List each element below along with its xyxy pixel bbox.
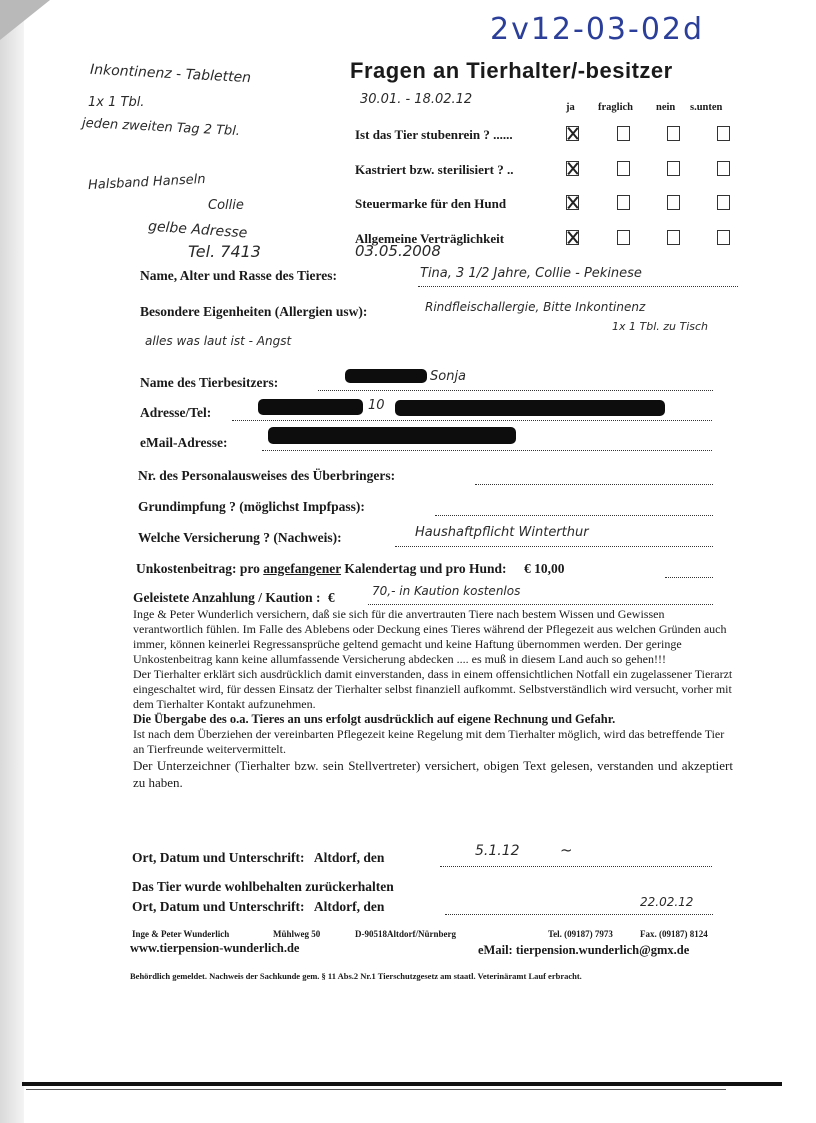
checkbox-vertraeglichkeit-nein[interactable] bbox=[667, 230, 680, 245]
label-adresse-tel: Adresse/Tel: bbox=[140, 405, 212, 420]
note-line-2: 1x 1 Tbl. bbox=[88, 95, 145, 110]
ort2-label: Ort, Datum und Unterschrift: bbox=[132, 899, 305, 914]
dotted-line-email bbox=[262, 450, 712, 451]
terms-paragraph-3: Die Übergabe des o.a. Tieres an uns erfolgt ausdrücklich auf eigene Rechnung und Gefahr. bbox=[133, 712, 616, 726]
cost-amount: € 10,00 bbox=[523, 561, 565, 576]
bottom-border-line bbox=[22, 1082, 782, 1086]
folded-corner bbox=[0, 0, 50, 40]
checkbox-stubenrein-fraglich[interactable] bbox=[617, 126, 630, 141]
checkbox-kastriert-fraglich[interactable] bbox=[617, 161, 630, 176]
label-personalausweis: Nr. des Personalausweises des Überbringers: bbox=[138, 468, 396, 483]
column-nein: nein bbox=[656, 102, 676, 113]
dotted-line-owner bbox=[318, 390, 713, 391]
ort2-place: Altdorf, den bbox=[313, 899, 385, 914]
terms-paragraph-1: Inge & Peter Wunderlich versichern, daß sie sich für die anvertrauten Tiere nach bestem Wissen und Gewissen verantwortlich fühlen. Im Falle des Ablebens oder Deckung eines Tieres während der Pflegezeit aus welchen Gründen auch immer, können keinerlei Regressansprüche geltend gemacht und keine Haftung übernommen werden. Der geringe Unkostenbeitrag kann keine allumfassende Versicherung abdecken .... es muß in diesem Land auch so gehen!!! bbox=[133, 607, 727, 666]
terms-paragraph-2: Der Tierhalter erklärt sich ausdrücklich damit einverstanden, dass in einem offensichtlichen Notfall ein zugelassener Tierarzt eingeschaltet wird, für dessen Einsatz der Tierhalter selbst finanziell aufkommt. Selbstverständlich wird versucht, vorher mit dem Tierhalter Kontakt aufzunehmen. bbox=[133, 667, 733, 711]
dotted-line-ausweis bbox=[475, 484, 713, 485]
value-name-alter-rasse[interactable]: Tina, 3 1/2 Jahre, Collie - Pekinese bbox=[420, 266, 642, 281]
bottom-border-thin bbox=[26, 1089, 726, 1090]
anzahlung-label: Geleistete Anzahlung / Kaution : bbox=[133, 590, 321, 605]
column-ja: ja bbox=[566, 102, 575, 113]
redaction-address-1 bbox=[258, 399, 363, 415]
value-ort-datum[interactable]: 5.1.12 bbox=[475, 843, 520, 859]
label-email: eMail-Adresse: bbox=[140, 435, 228, 450]
checkbox-steuermarke-nein[interactable] bbox=[667, 195, 680, 210]
redaction-address-2 bbox=[395, 400, 665, 416]
note-line-7: Tel. 7413 bbox=[188, 242, 261, 261]
date-range-handwritten: 30.01. - 18.02.12 bbox=[360, 92, 473, 107]
note-line-4: Halsband Hanseln bbox=[87, 171, 206, 194]
label-anzahlung bbox=[133, 590, 335, 606]
dotted-line-versicherung bbox=[395, 546, 713, 547]
question-kastriert: Kastriert bzw. sterilisiert ? .. bbox=[355, 162, 514, 177]
ort-place: Altdorf, den bbox=[313, 850, 385, 865]
note-line-1: Inkontinenz - Tabletten bbox=[89, 61, 252, 87]
form-title: Fragen an Tierhalter/-besitzer bbox=[350, 58, 673, 83]
footer-names: Inge & Peter Wunderlich bbox=[132, 929, 230, 939]
footer-email[interactable]: eMail: tierpension.wunderlich@gmx.de bbox=[478, 943, 690, 957]
checkbox-steuermarke-ja[interactable] bbox=[566, 195, 579, 210]
note-line-6: gelbe Adresse bbox=[147, 218, 248, 242]
note-line-5: Collie bbox=[208, 198, 244, 213]
checkbox-steuermarke-fraglich[interactable] bbox=[617, 195, 630, 210]
value-eigenheiten-2: 1x 1 Tbl. zu Tisch bbox=[612, 320, 709, 333]
label-name-alter-rasse: Name, Alter und Rasse des Tieres: bbox=[140, 268, 338, 283]
dotted-line-signature-2 bbox=[445, 914, 713, 915]
checkbox-stubenrein-ja[interactable] bbox=[566, 126, 579, 141]
dotted-line-impfung bbox=[435, 515, 713, 516]
cost-line bbox=[136, 561, 564, 577]
question-steuermarke: Steuermarke für den Hund bbox=[355, 196, 507, 211]
value-tierbesitzer[interactable]: Sonja bbox=[430, 369, 467, 384]
checkbox-stubenrein-sunten[interactable] bbox=[717, 126, 730, 141]
label-zurueckerhalten: Das Tier wurde wohlbehalten zurückerhalten bbox=[132, 879, 394, 894]
cost-suffix: Kalendertag und pro Hund: bbox=[344, 561, 507, 576]
value-eigenheiten-line2[interactable]: alles was laut ist - Angst bbox=[145, 334, 292, 348]
checkbox-steuermarke-sunten[interactable] bbox=[717, 195, 730, 210]
label-ort-datum-unterschrift-2 bbox=[132, 899, 384, 915]
checkbox-kastriert-nein[interactable] bbox=[667, 161, 680, 176]
question-stubenrein: Ist das Tier stubenrein ? ...... bbox=[355, 127, 513, 142]
value-ort-datum-2[interactable]: 22.02.12 bbox=[640, 895, 694, 909]
dotted-line-name bbox=[418, 286, 738, 287]
signature-mark-1: ~ bbox=[560, 841, 573, 859]
note-line-3: jeden zweiten Tag 2 Tbl. bbox=[81, 115, 241, 140]
cost-underlined: angefangener bbox=[263, 561, 342, 576]
label-tierbesitzer: Name des Tierbesitzers: bbox=[140, 375, 279, 390]
checkbox-vertraeglichkeit-sunten[interactable] bbox=[717, 230, 730, 245]
document-id-handwritten: 2v12-03-02d bbox=[490, 12, 705, 47]
dotted-line-cost bbox=[665, 577, 713, 578]
footer-legal: Behördlich gemeldet. Nachweis der Sachkunde gem. § 11 Abs.2 Nr.1 Tierschutzgesetz am staatl. Veterinäramt Lauf erbracht. bbox=[130, 971, 582, 981]
label-versicherung: Welche Versicherung ? (Nachweis): bbox=[138, 530, 342, 545]
anzahlung-currency: € bbox=[327, 590, 335, 605]
terms-text-block bbox=[133, 607, 733, 791]
cost-prefix: Unkostenbeitrag: pro bbox=[136, 561, 260, 576]
checkbox-kastriert-sunten[interactable] bbox=[717, 161, 730, 176]
redaction-owner bbox=[345, 369, 427, 383]
checkbox-vertraeglichkeit-fraglich[interactable] bbox=[617, 230, 630, 245]
dotted-line-anzahlung bbox=[368, 604, 713, 605]
dotted-line-signature-1 bbox=[440, 866, 712, 867]
checkbox-vertraeglichkeit-ja[interactable] bbox=[566, 230, 579, 245]
redaction-email bbox=[268, 427, 516, 444]
footer-fax: Fax. (09187) 8124 bbox=[640, 929, 708, 939]
column-fraglich: fraglich bbox=[598, 102, 633, 113]
value-eigenheiten[interactable]: Rindfleischallergie, Bitte Inkontinenz bbox=[425, 300, 646, 314]
label-grundimpfung: Grundimpfung ? (möglichst Impfpass): bbox=[138, 499, 365, 514]
terms-paragraph-5: Der Unterzeichner (Tierhalter bzw. sein Stellvertreter) versichert, obigen Text gelesen, verstanden und akzeptiert zu haben. bbox=[133, 758, 733, 790]
label-ort-datum-unterschrift bbox=[132, 850, 384, 866]
footer-tel: Tel. (09187) 7973 bbox=[548, 929, 613, 939]
note-line-8: 03.05.2008 bbox=[355, 242, 441, 260]
terms-paragraph-4: Ist nach dem Überziehen der vereinbarten Pflegezeit keine Regelung mit dem Tierhalter möglich, wird das betreffende Tier an Tierfreunde weitervermittelt. bbox=[133, 727, 725, 756]
value-anzahlung[interactable]: 70,- in Kaution kostenlos bbox=[372, 584, 521, 598]
checkbox-kastriert-ja[interactable] bbox=[566, 161, 579, 176]
value-versicherung[interactable]: Haushaftpflicht Winterthur bbox=[415, 525, 589, 540]
value-adresse[interactable]: 10 bbox=[368, 398, 385, 413]
scan-shadow-edge bbox=[0, 0, 24, 1123]
footer-street: Mühlweg 50 bbox=[273, 929, 321, 939]
checkbox-stubenrein-nein[interactable] bbox=[667, 126, 680, 141]
ort-label: Ort, Datum und Unterschrift: bbox=[132, 850, 305, 865]
label-eigenheiten: Besondere Eigenheiten (Allergien usw): bbox=[140, 304, 368, 319]
footer-web[interactable]: www.tierpension-wunderlich.de bbox=[130, 941, 300, 955]
dotted-line-address bbox=[232, 420, 712, 421]
column-s-unten: s.unten bbox=[690, 102, 723, 113]
footer-city: D-90518Altdorf/Nürnberg bbox=[355, 929, 456, 939]
question-vertraeglichkeit: Allgemeine Verträglichkeit bbox=[355, 231, 505, 246]
